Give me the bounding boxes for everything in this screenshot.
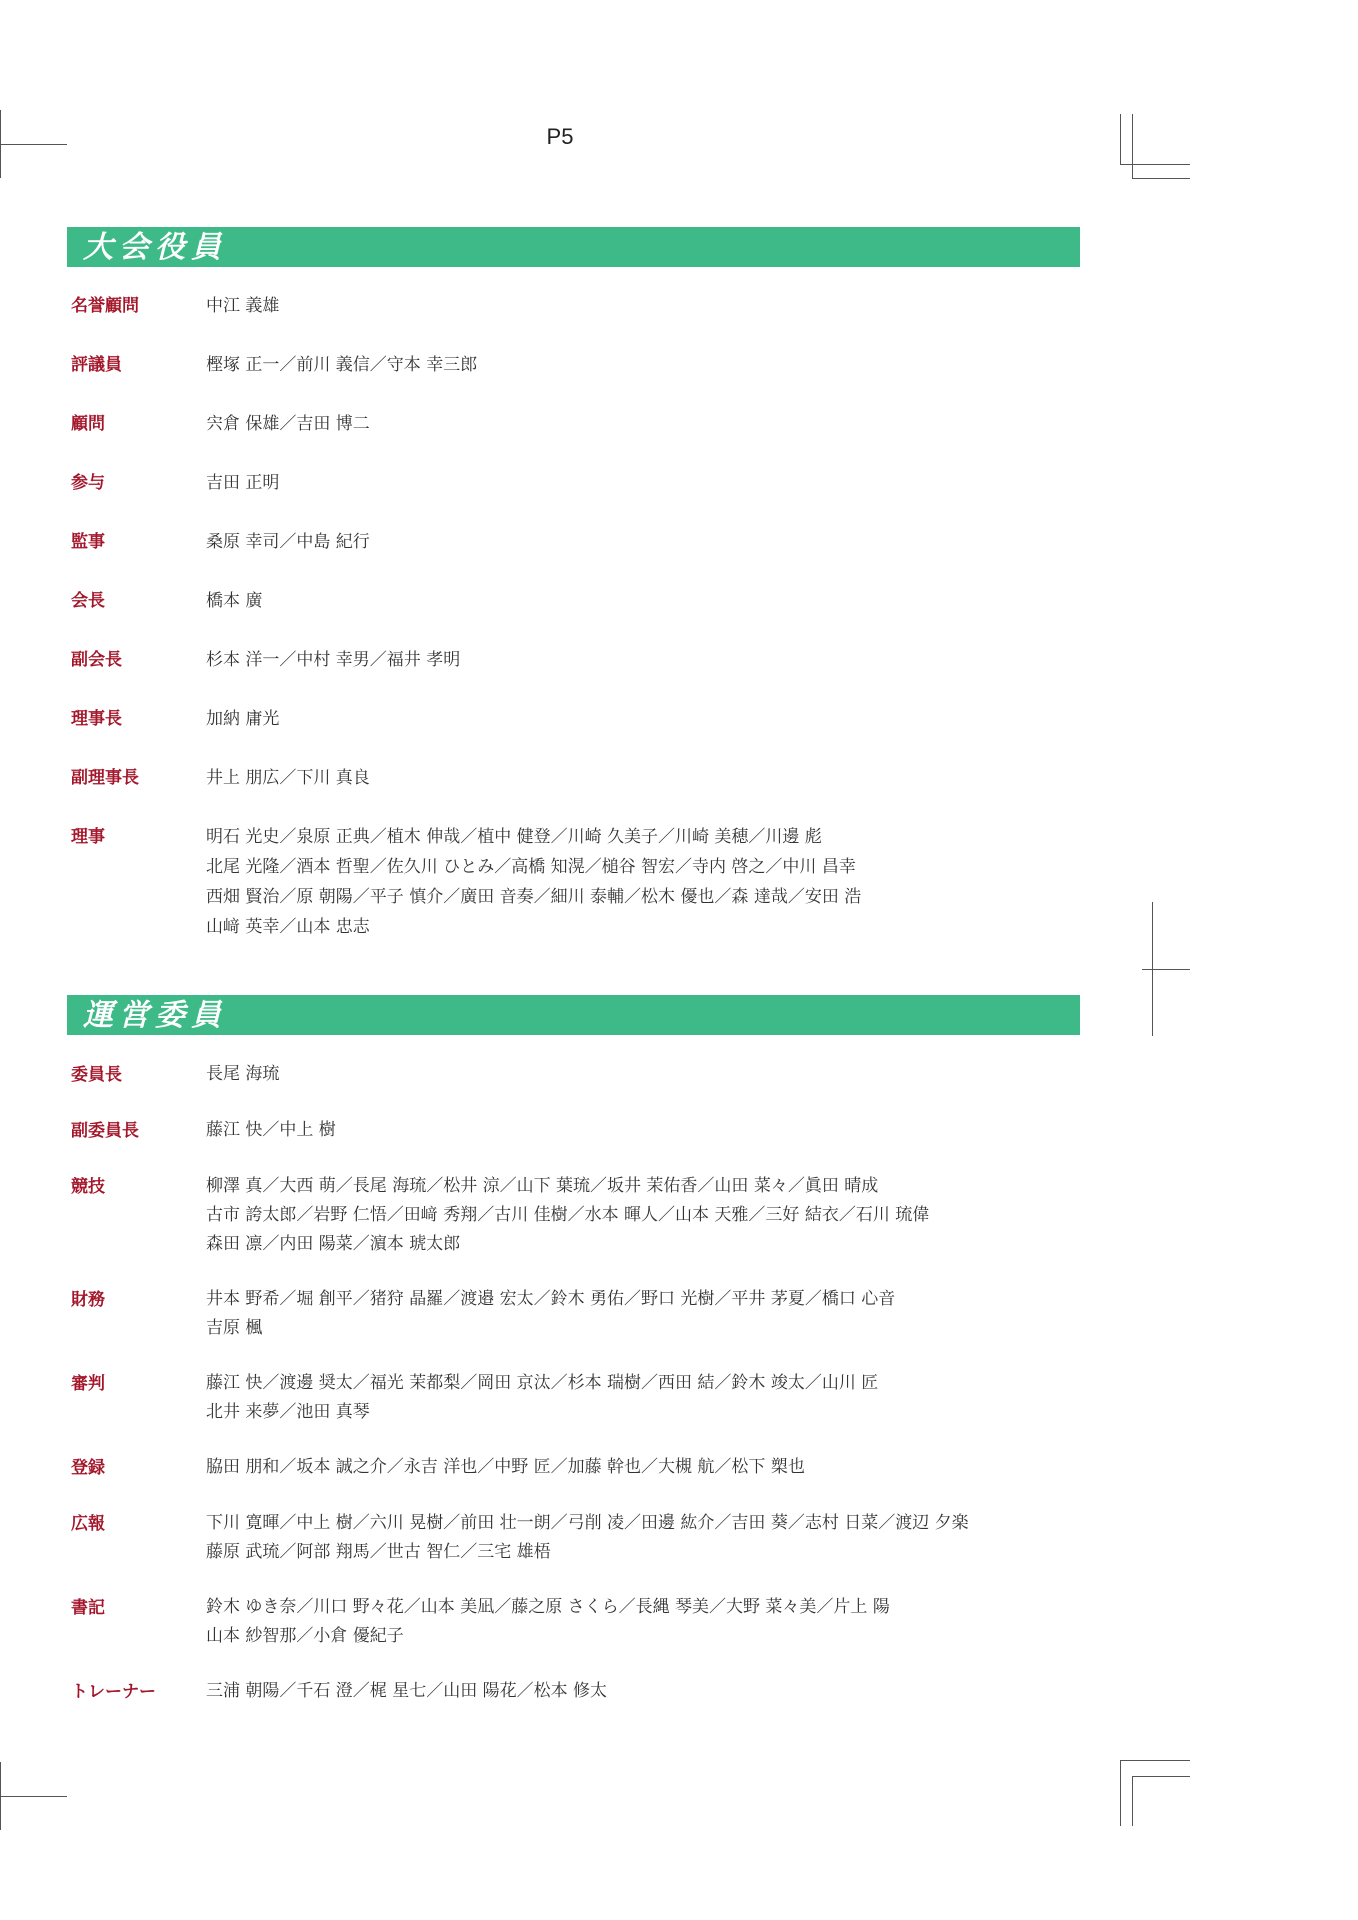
crop-mark-bottom-left-h xyxy=(0,1796,67,1797)
committee-row xyxy=(67,1509,1080,1567)
crop-mark-bottom-right-h1 xyxy=(1120,1760,1190,1761)
officer-row xyxy=(67,350,1080,380)
crop-mark-mid-right-h xyxy=(1142,969,1190,970)
role-label: 監事 xyxy=(71,532,105,552)
section-tournament-officers xyxy=(67,227,1080,971)
role-label: 副理事長 xyxy=(71,768,139,788)
crop-mark-bottom-right-h2 xyxy=(1132,1776,1190,1777)
officer-row xyxy=(67,822,1080,942)
role-label: 理事長 xyxy=(71,709,122,729)
names-list: 宍倉 保雄／吉田 博二 xyxy=(206,414,370,434)
section-title: 大会役員 xyxy=(67,227,1080,267)
crop-mark-top-right-v1 xyxy=(1120,114,1121,164)
names-list: 井上 朋広／下川 真良 xyxy=(206,768,370,788)
committee-row xyxy=(67,1060,1080,1090)
officer-row xyxy=(67,763,1080,793)
committee-row xyxy=(67,1677,1080,1707)
role-label: 書記 xyxy=(71,1598,105,1618)
role-label: 委員長 xyxy=(71,1065,122,1085)
role-label: 理事 xyxy=(71,827,105,847)
names-list: 橋本 廣 xyxy=(206,591,263,611)
role-label: 副委員長 xyxy=(71,1121,139,1141)
names-list: 中江 義雄 xyxy=(206,296,280,316)
section-operations-committee xyxy=(67,995,1080,1733)
committee-row xyxy=(67,1369,1080,1427)
role-label: 財務 xyxy=(71,1290,105,1310)
role-label: 会長 xyxy=(71,591,105,611)
officer-row xyxy=(67,291,1080,321)
section-title: 運営委員 xyxy=(67,995,1080,1035)
role-label: 審判 xyxy=(71,1374,105,1394)
committee-row xyxy=(67,1593,1080,1651)
role-label: 名誉顧問 xyxy=(71,296,139,316)
officer-row xyxy=(67,409,1080,439)
names-list: 杉本 洋一／中村 幸男／福井 孝明 xyxy=(206,650,461,670)
names-list: 桑原 幸司／中島 紀行 xyxy=(206,532,370,552)
committee-row xyxy=(67,1172,1080,1259)
role-label: 参与 xyxy=(71,473,105,493)
crop-mark-top-left-h xyxy=(0,144,67,145)
names-list: 長尾 海琉 xyxy=(206,1064,280,1084)
names-list: 明石 光史／泉原 正典／植木 伸哉／植中 健登／川崎 久美子／川崎 美穂／川邊 彪 北尾 光隆／酒本 哲聖／佐久川 ひとみ／高橋 知滉／槌谷 智宏／寺内 啓之／中川 昌幸 西畑 賢治／原 朝陽／平子 慎介／廣田 音奏／細川 泰輔／松木 優也／森 達哉／安田 浩 山﨑 英幸／山本 忠志 xyxy=(206,827,862,937)
role-label: 登録 xyxy=(71,1458,105,1478)
role-label: トレーナー xyxy=(71,1682,156,1702)
names-list: 脇田 朋和／坂本 誠之介／永吉 洋也／中野 匠／加藤 幹也／大槻 航／松下 槊也 xyxy=(206,1457,805,1477)
crop-mark-top-right-h1 xyxy=(1120,164,1190,165)
officer-row xyxy=(67,527,1080,557)
committee-row xyxy=(67,1453,1080,1483)
officer-row xyxy=(67,586,1080,616)
crop-mark-bottom-right-v2 xyxy=(1132,1776,1133,1826)
names-list: 井本 野希／堀 創平／猪狩 晶羅／渡邉 宏太／鈴木 勇佑／野口 光樹／平井 茅夏／橋口 心音 吉原 楓 xyxy=(206,1289,896,1338)
crop-mark-top-right-h2 xyxy=(1132,178,1190,179)
officer-row xyxy=(67,468,1080,498)
names-list: 藤江 快／中上 樹 xyxy=(206,1120,336,1140)
names-list: 柳澤 真／大西 萌／長尾 海琉／松井 涼／山下 葉琉／坂井 茉佑香／山田 菜々／眞田 晴成 古市 誇太郎／岩野 仁悟／田﨑 秀翔／古川 佳樹／水本 暉人／山本 天雅／三好 結衣／石川 琉偉 森田 凛／内田 陽菜／濵本 琥太郎 xyxy=(206,1176,930,1254)
role-label: 競技 xyxy=(71,1177,105,1197)
page-number: P5 xyxy=(546,124,574,149)
role-label: 広報 xyxy=(71,1514,105,1534)
names-list: 三浦 朝陽／千石 澄／梶 星七／山田 陽花／松本 修太 xyxy=(206,1681,608,1701)
names-list: 加納 庸光 xyxy=(206,709,280,729)
crop-mark-top-right-v2 xyxy=(1132,114,1133,178)
officer-row xyxy=(67,645,1080,675)
names-list: 樫塚 正一／前川 義信／守本 幸三郎 xyxy=(206,355,478,375)
names-list: 下川 寛暉／中上 樹／六川 晃樹／前田 壮一朗／弓削 凌／田邊 紘介／吉田 葵／志村 日菜／渡辺 夕楽 藤原 武琉／阿部 翔馬／世古 智仁／三宅 雄梧 xyxy=(206,1513,969,1562)
role-label: 副会長 xyxy=(71,650,122,670)
role-label: 評議員 xyxy=(71,355,122,375)
names-list: 吉田 正明 xyxy=(206,473,280,493)
crop-mark-bottom-left-v xyxy=(0,1762,1,1830)
committee-row xyxy=(67,1116,1080,1146)
officer-row xyxy=(67,704,1080,734)
crop-mark-bottom-right-v1 xyxy=(1120,1760,1121,1826)
committee-row xyxy=(67,1285,1080,1343)
role-label: 顧問 xyxy=(71,414,105,434)
names-list: 鈴木 ゆき奈／川口 野々花／山本 美凪／藤之原 さくら／長縄 琴美／大野 菜々美／片上 陽 山本 紗智那／小倉 優紀子 xyxy=(206,1597,890,1646)
names-list: 藤江 快／渡邊 奨太／福光 茉都梨／岡田 京汰／杉本 瑞樹／西田 結／鈴木 竣太／山川 匠 北井 来夢／池田 真琴 xyxy=(206,1373,879,1422)
crop-mark-top-left-v xyxy=(0,110,1,178)
